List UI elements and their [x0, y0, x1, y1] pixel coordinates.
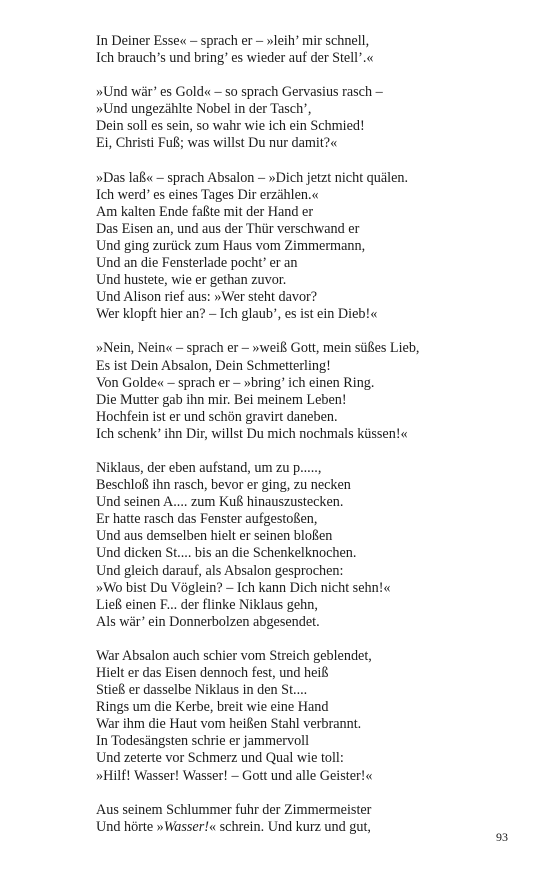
verse-text: « schrein. Und kurz und gut, — [208, 818, 371, 835]
verse-line: Ich schenk’ ihn Dir, willst Du mich nochmals küssen!« — [96, 425, 408, 442]
verse-line: Stieß er dasselbe Niklaus in den St.... — [96, 682, 308, 699]
page-number: 93 — [496, 830, 508, 844]
verse-line: War Absalon auch schier vom Streich geblendet, — [96, 647, 372, 664]
verse-line: Ich werd’ es eines Tages Dir erzählen.« — [96, 186, 319, 203]
verse-line: Niklaus, der eben aufstand, um zu p....., — [96, 459, 322, 476]
verse-line: Und an die Fensterlade pocht’ er an — [96, 255, 298, 272]
verse-line: Ließ einen F... der flinke Niklaus gehn, — [96, 596, 318, 613]
poem-page — [96, 33, 516, 853]
verse-line: Und gleich darauf, als Absalon gesprochen: — [96, 562, 344, 579]
stanza-5 — [96, 460, 516, 631]
verse-line: Und aus demselben hielt er seinen bloßen — [96, 528, 333, 545]
verse-line: Hielt er das Eisen dennoch fest, und heiß — [96, 665, 329, 681]
verse-line: Und dicken St.... bis an die Schenkelknochen. — [96, 545, 357, 562]
stanza-3 — [96, 170, 516, 324]
stanza-4 — [96, 340, 516, 443]
stanza-6 — [96, 648, 516, 785]
stanza-2 — [96, 84, 516, 152]
verse-line: Und seinen A.... zum Kuß hinauszustecken. — [96, 494, 344, 511]
stanza-1 — [96, 33, 516, 67]
verse-line: Am kalten Ende faßte mit der Hand er — [96, 203, 314, 220]
verse-line: »Das laß« – sprach Absalon – »Dich jetzt nicht quälen. — [96, 169, 409, 186]
verse-text: Und hörte » — [96, 818, 164, 835]
verse-line-with-italic — [96, 819, 516, 836]
verse-line: »Wo bist Du Vöglein? – Ich kann Dich nicht sehn!« — [96, 579, 391, 596]
verse-line: Wer klopft hier an? – Ich glaub’, es ist ein Dieb!« — [96, 306, 378, 323]
verse-line: »Und ungezählte Nobel in der Tasch’, — [96, 101, 312, 118]
italic-word: Wasser! — [163, 818, 209, 835]
verse-line: Es ist Dein Absalon, Dein Schmetterling! — [96, 357, 331, 374]
verse-line: Und hustete, wie er gethan zuvor. — [96, 272, 287, 289]
verse-line: Und Alison rief aus: »Wer steht davor? — [96, 289, 318, 306]
verse-line: Beschloß ihn rasch, bevor er ging, zu necken — [96, 477, 351, 494]
verse-line: Ich brauch’s und bring’ es wieder auf der Stell’.« — [96, 50, 374, 67]
verse-line: In Deiner Esse« – sprach er – »leih’ mir schnell, — [96, 33, 370, 49]
stanza-7 — [96, 802, 516, 836]
verse-line: Dein soll es sein, so wahr wie ich ein Schmied! — [96, 118, 365, 135]
verse-line: »Hilf! Wasser! Wasser! – Gott und alle Geister!« — [96, 767, 373, 784]
verse-line: Rings um die Kerbe, breit wie eine Hand — [96, 699, 329, 716]
verse-line: Aus seinem Schlummer fuhr der Zimmermeister — [96, 801, 372, 818]
verse-line: War ihm die Haut vom heißen Stahl verbrannt. — [96, 716, 362, 733]
verse-line: Hochfein ist er und schön gravirt daneben. — [96, 408, 338, 425]
verse-line: Und zeterte vor Schmerz und Qual wie toll: — [96, 750, 344, 767]
verse-line: Er hatte rasch das Fenster aufgestoßen, — [96, 511, 318, 528]
verse-line: In Todesängsten schrie er jammervoll — [96, 733, 310, 750]
verse-line: Das Eisen an, und aus der Thür verschwand er — [96, 220, 360, 237]
verse-line: »Und wär’ es Gold« – so sprach Gervasius rasch – — [96, 84, 383, 101]
verse-line: Ei, Christi Fuß; was willst Du nur damit?« — [96, 135, 338, 152]
verse-line: Von Golde« – sprach er – »bring’ ich einen Ring. — [96, 374, 375, 391]
verse-line: Und ging zurück zum Haus vom Zimmermann, — [96, 237, 366, 254]
verse-line: »Nein, Nein« – sprach er – »weiß Gott, mein süßes Lieb, — [96, 340, 420, 357]
verse-line: Als wär’ ein Donnerbolzen abgesendet. — [96, 613, 320, 630]
verse-line: Die Mutter gab ihn mir. Bei meinem Leben! — [96, 391, 347, 408]
